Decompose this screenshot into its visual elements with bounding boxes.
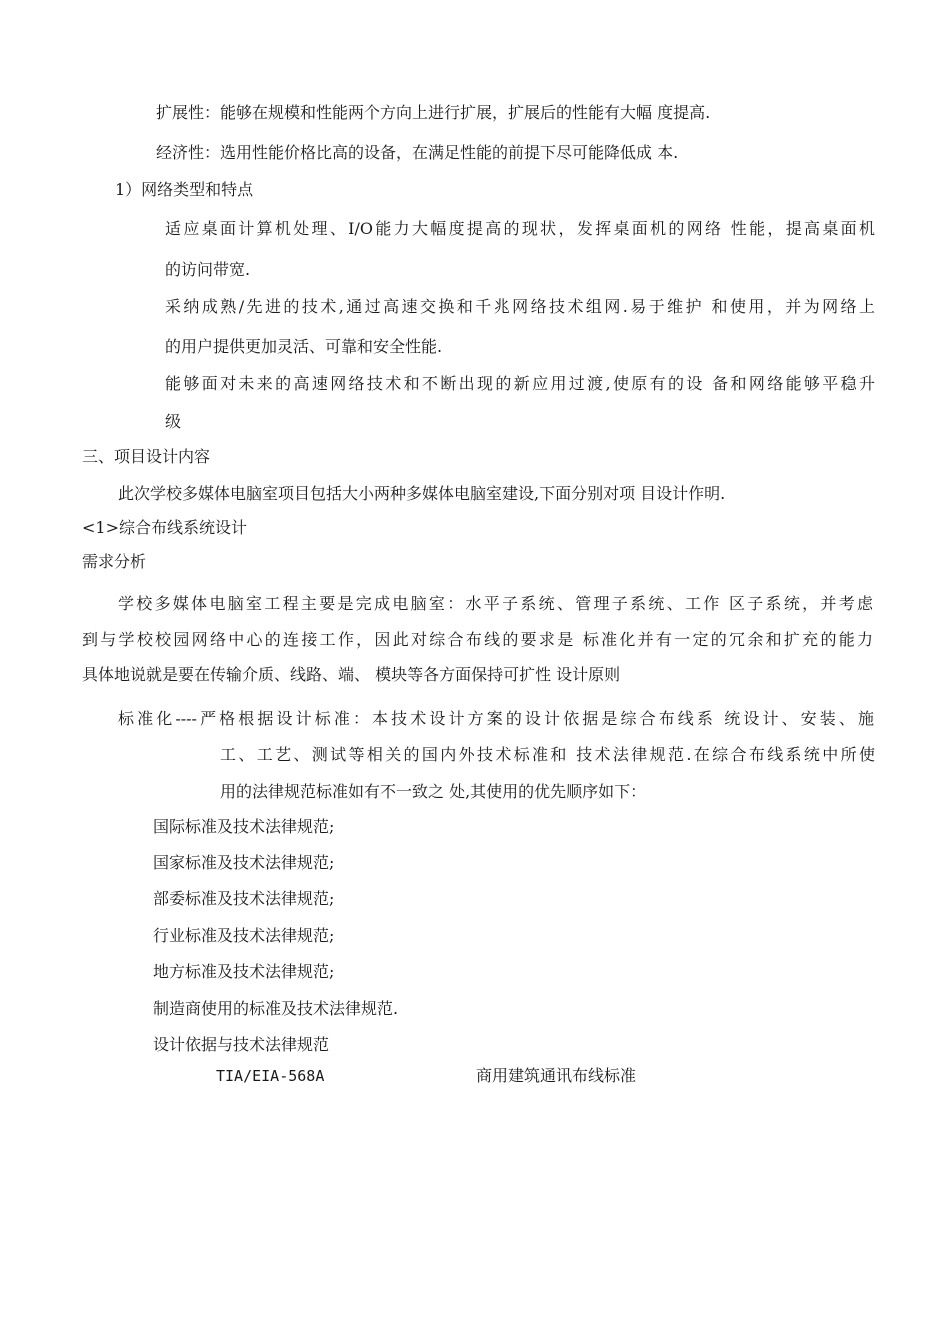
network-point-2-line-1: 采纳成熟/先进的技术,通过高速交换和千兆网络技术组网.易于维护 和使用，并为网络上 — [165, 297, 875, 316]
requirements-line-2: 到与学校校园网络中心的连接工作，因此对综合布线的要求是 标准化并有一定的冗余和扩充的能力 — [82, 630, 873, 649]
network-point-1-line-2: 的访问带宽. — [165, 260, 251, 279]
requirements-heading: 需求分析 — [82, 552, 147, 571]
priority-list-item: 行业标准及技术法律规范; — [153, 926, 335, 945]
standardization-line-2: 工、工艺、测试等相关的国内外技术标准和 技术法律规范.在综合布线系统中所使 — [220, 745, 875, 764]
priority-list-item: 部委标准及技术法律规范; — [153, 889, 335, 908]
priority-list-item: 国家标准及技术法律规范; — [153, 853, 335, 872]
section3-intro: 此次学校多媒体电脑室项目包括大小两种多媒体电脑室建设,下面分别对项 目设计作明. — [118, 484, 726, 503]
network-point-3-line-2: 级 — [165, 412, 182, 431]
network-point-1-line-1: 适应桌面计算机处理、I/O能力大幅度提高的现状，发挥桌面机的网络 性能，提高桌面机 — [165, 219, 875, 238]
standard-name: 商用建筑通讯布线标准 — [476, 1066, 637, 1085]
requirements-line-3: 具体地说就是要在传输介质、线路、端、 模块等各方面保持可扩性 设计原则 — [82, 665, 621, 684]
network-point-2-line-2: 的用户提供更加灵活、可靠和安全性能. — [165, 337, 443, 356]
network-heading: 1）网络类型和特点 — [115, 180, 254, 199]
scalability-paragraph: 扩展性：能够在规模和性能两个方向上进行扩展，扩展后的性能有大幅 度提高. — [156, 103, 711, 122]
requirements-line-1: 学校多媒体电脑室工程主要是完成电脑室：水平子系统、管理子系统、工作 区子系统，并考虑 — [118, 594, 873, 613]
priority-list-item: 国际标准及技术法律规范; — [153, 817, 335, 836]
priority-list-item: 制造商使用的标准及技术法律规范. — [153, 999, 399, 1018]
subsection1-heading: <1>综合布线系统设计 — [82, 518, 247, 537]
section3-heading: 三、项目设计内容 — [82, 447, 211, 466]
economy-paragraph: 经济性：选用性能价格比高的设备，在满足性能的前提下尽可能降低成 本. — [156, 143, 679, 162]
network-point-3-line-1: 能够面对未来的高速网络技术和不断出现的新应用过渡,使原有的设 备和网络能够平稳升 — [165, 374, 875, 393]
basis-heading: 设计依据与技术法律规范 — [153, 1035, 330, 1054]
priority-list-item: 地方标准及技术法律规范; — [153, 962, 335, 981]
standard-code: TIA/EIA-568A — [216, 1067, 325, 1085]
standardization-line-1: 标准化----严格根据设计标准：本技术设计方案的设计依据是综合布线系 统设计、安装、施 — [118, 709, 874, 728]
standardization-line-3: 用的法律规范标准如有不一致之 处,其使用的优先顺序如下： — [220, 782, 647, 801]
